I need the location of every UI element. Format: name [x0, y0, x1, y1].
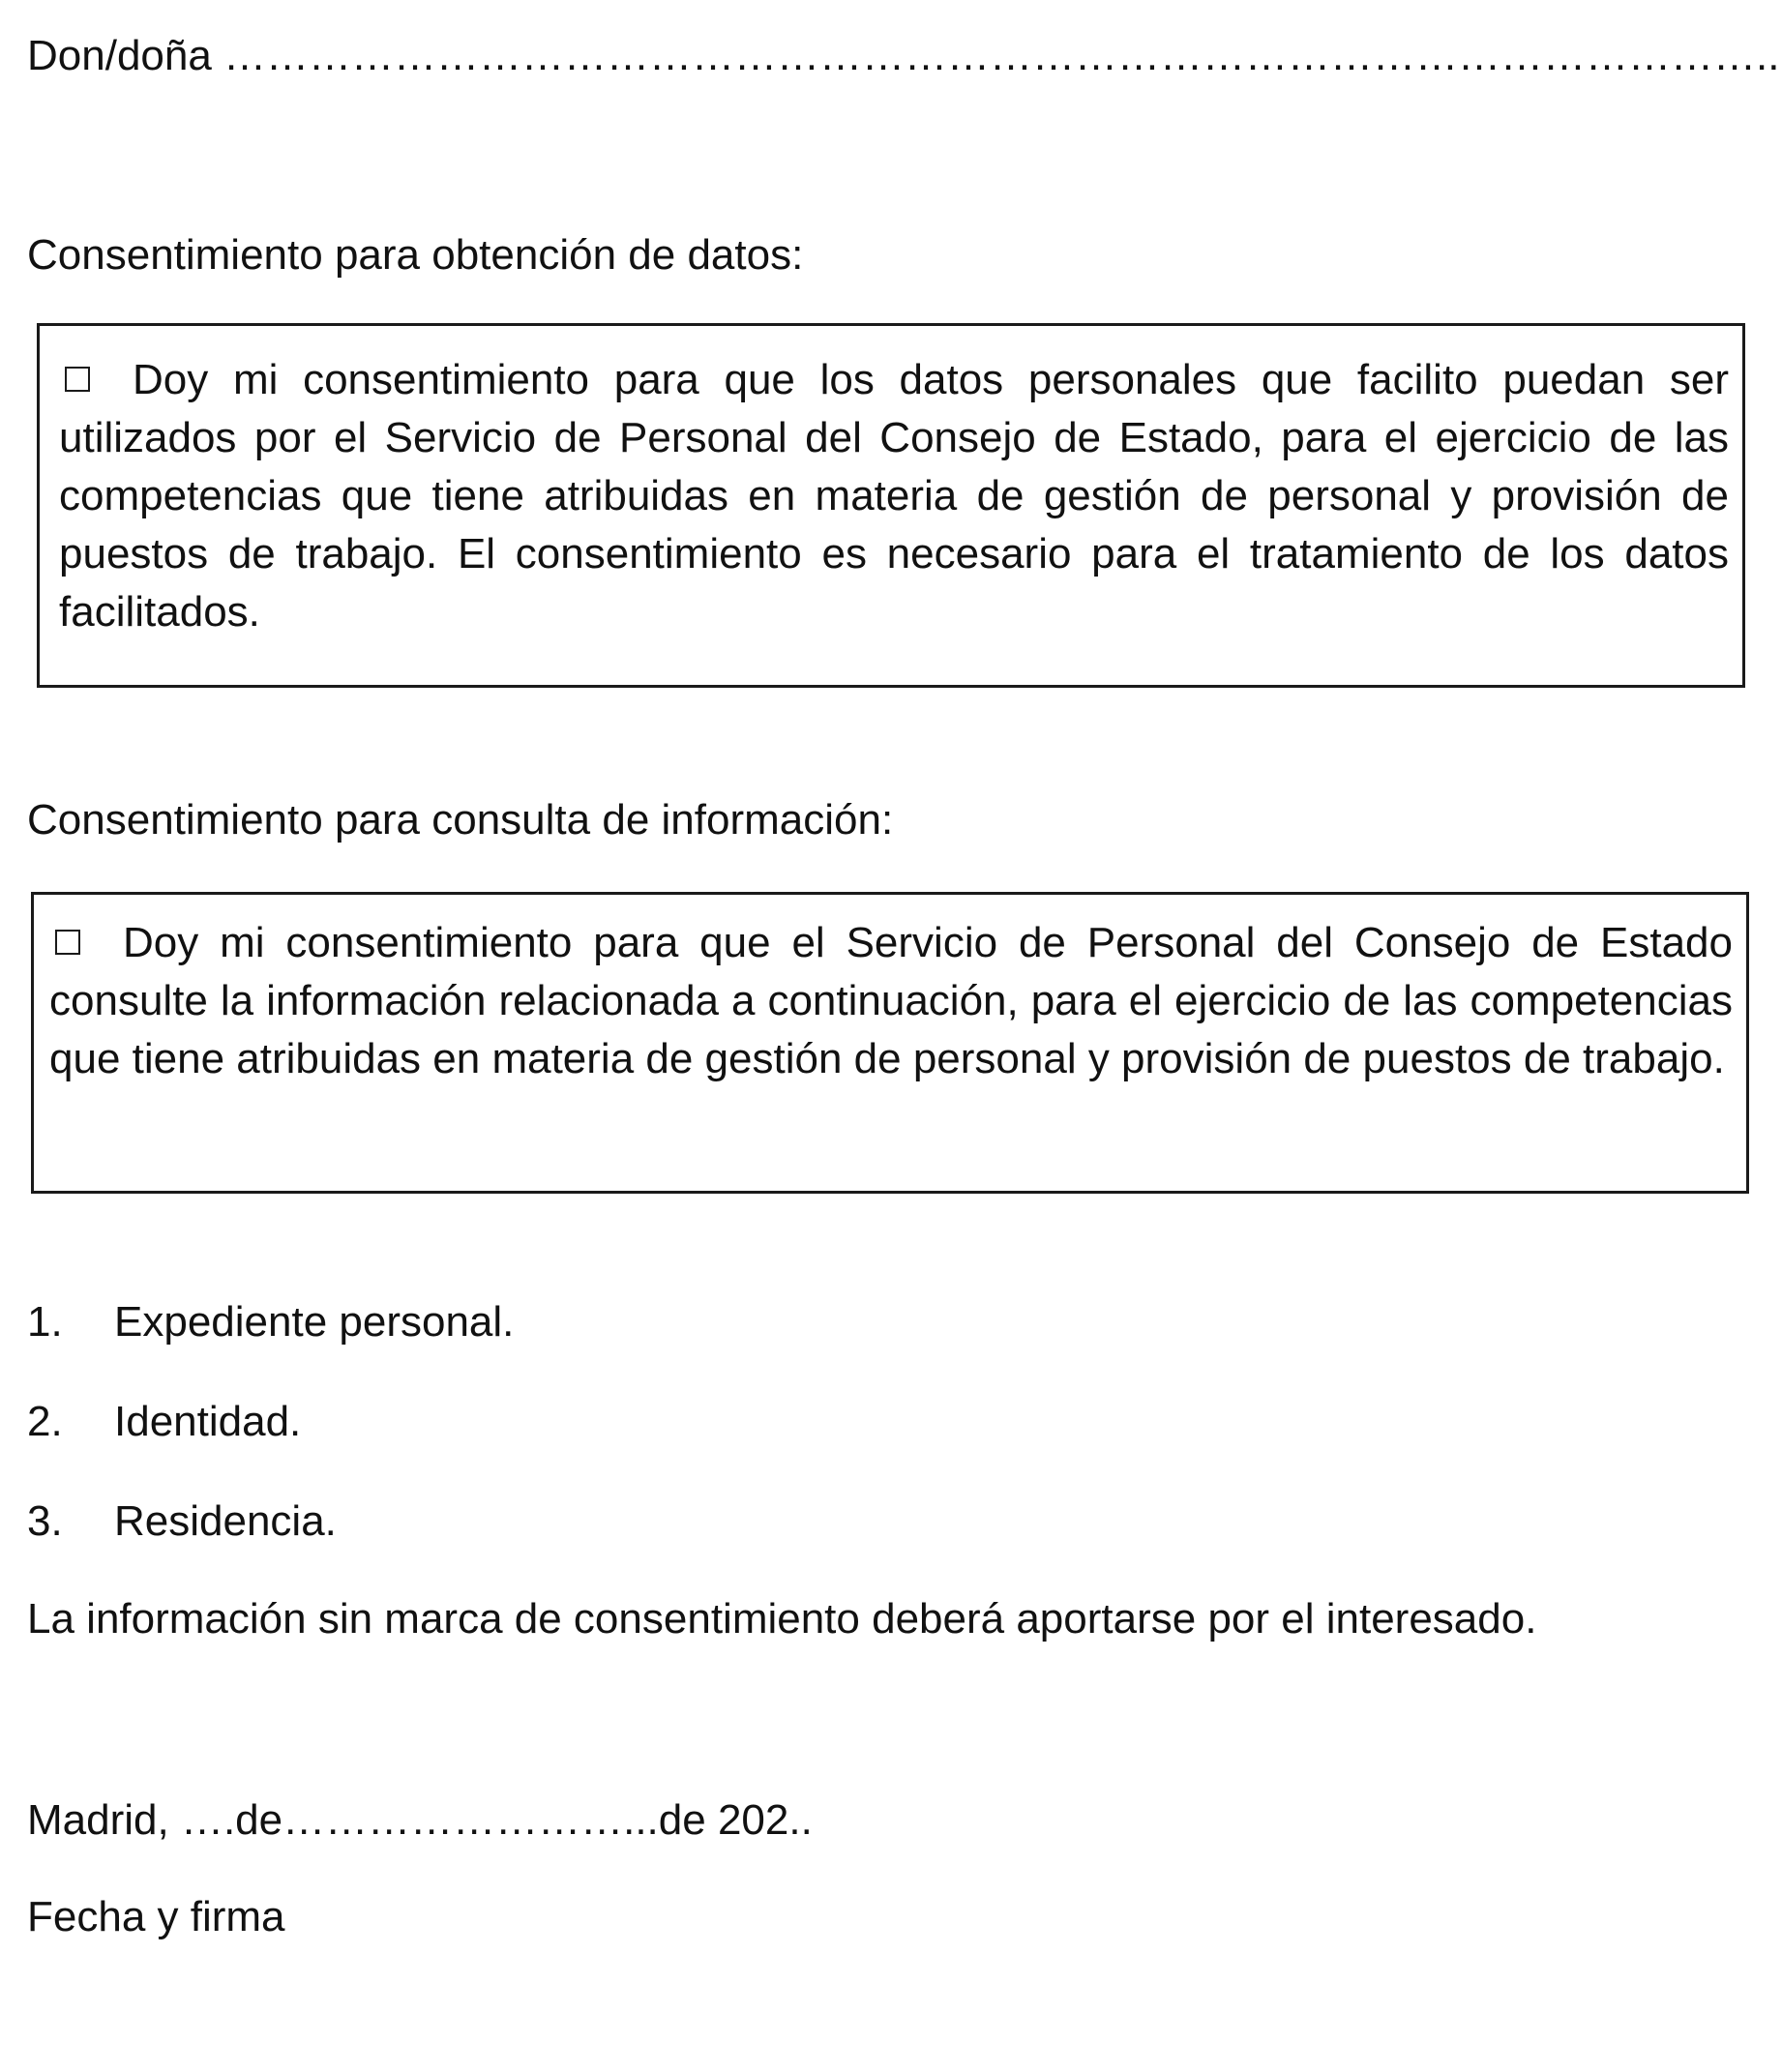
list-item-label: Residencia. [114, 1497, 337, 1545]
list-item [27, 1293, 514, 1350]
list-item-label: Expediente personal. [114, 1298, 515, 1346]
section-heading-data-collection: Consentimiento para obtención de datos: [27, 231, 804, 279]
section-heading-info-consultation: Consentimiento para consulta de información: [27, 796, 894, 844]
data-collection-consent-text: Doy mi consentimiento para que los datos personales que facilito puedan ser utilizados por el Servicio de Personal del Consejo de Estado, para el ejercicio de las competencias que tiene atribuidas en materia de gestión de personal y provisión de puestos de trabajo. El consentimiento es necesario para el tratamiento de los datos facilitados. [59, 356, 1729, 636]
data-collection-consent-paragraph [59, 351, 1729, 641]
list-item-number: 1. [27, 1298, 63, 1346]
info-consultation-consent-text: Doy mi consentimiento para que el Servicio de Personal del Consejo de Estado consulte la información relacionada a continuación, para el ejercicio de las competencias que tiene atribuidas en materia de gestión de personal y provisión de puestos de trabajo. [49, 919, 1733, 1082]
data-collection-consent-checkbox[interactable] [65, 367, 90, 392]
consent-note: La información sin marca de consentimiento deberá aportarse por el interesado. [27, 1595, 1537, 1643]
info-consultation-consent-box [31, 892, 1749, 1194]
list-item-label: Identidad. [114, 1398, 302, 1445]
list-item-number: 3. [27, 1497, 63, 1545]
list-item [27, 1393, 301, 1450]
list-item-number: 2. [27, 1398, 63, 1445]
signature-label: Fecha y firma [27, 1893, 285, 1940]
info-consultation-consent-checkbox[interactable] [55, 930, 80, 955]
date-field[interactable]: Madrid, ….de……………………...de 202.. [27, 1796, 813, 1844]
info-consultation-consent-paragraph [49, 914, 1733, 1088]
name-field[interactable]: Don/doña ……………………………………………………………………………………………….. [27, 32, 1780, 79]
data-collection-consent-box [37, 323, 1745, 688]
list-item [27, 1493, 337, 1550]
